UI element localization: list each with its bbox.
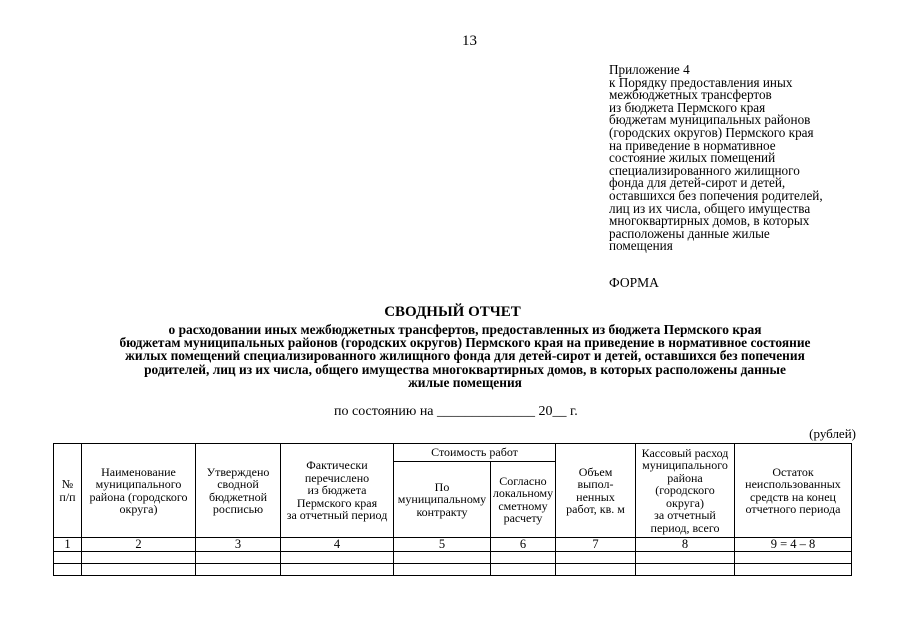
header-by-estimate: Согласно локальному сметному расчету [491, 462, 556, 538]
header-work-volume: Объем выпол- ненных работ, кв. м [556, 444, 636, 538]
appendix-line: бюджетам муниципальных районов [609, 112, 811, 128]
table-cell [54, 551, 82, 563]
header-by-contract: По муниципальному контракту [394, 462, 491, 538]
column-number: 3 [196, 538, 281, 552]
column-number: 5 [394, 538, 491, 552]
appendix-line: из бюджета Пермского края [609, 99, 766, 115]
table-cell [394, 551, 491, 563]
table-row [54, 563, 852, 575]
subtitle-line: родителей, лиц из их числа, общего имущества многоквартирных домов, в которых расположены данные [144, 361, 786, 377]
table-cell [636, 563, 735, 575]
table-cell [735, 551, 852, 563]
table-cell [82, 563, 196, 575]
appendix-block [609, 64, 869, 253]
table-cell [281, 563, 394, 575]
header-approved-budget: Утверждено сводной бюджетной росписью [196, 444, 281, 538]
table-cell [556, 563, 636, 575]
header-cost-of-works: Стоимость работ [394, 444, 556, 462]
column-number: 6 [491, 538, 556, 552]
header-municipality-name: Наименование муниципального района (городского округа) [82, 444, 196, 538]
column-number: 9 = 4 – 8 [735, 538, 852, 552]
header-actually-transferred: Фактически перечислено из бюджета Пермского края за отчетный период [281, 444, 394, 538]
appendix-line: многоквартирных домов, в которых [609, 213, 810, 229]
table-cell [196, 563, 281, 575]
report-title: СВОДНЫЙ ОТЧЕТ [384, 304, 521, 320]
table-cell [196, 551, 281, 563]
report-table [53, 443, 852, 576]
column-number: 4 [281, 538, 394, 552]
appendix-line: на приведение в нормативное [609, 137, 776, 153]
column-number-row [54, 538, 852, 552]
table-cell [82, 551, 196, 563]
column-number: 8 [636, 538, 735, 552]
table-cell [556, 551, 636, 563]
table-cell [491, 563, 556, 575]
header-number: № п/п [54, 444, 82, 538]
table-row [54, 551, 852, 563]
table-cell [735, 563, 852, 575]
column-number: 1 [54, 538, 82, 552]
appendix-line: состояние жилых помещений [609, 150, 776, 166]
column-number: 7 [556, 538, 636, 552]
table-cell [636, 551, 735, 563]
as-of-date-line: по состоянию на ______________ 20__ г. [334, 404, 578, 419]
subtitle-line: бюджетам муниципальных районов (городских округов) Пермского края на приведение в нормативное состояние [119, 335, 811, 351]
page-number: 13 [462, 33, 477, 49]
header-cash-expense: Кассовый расход муниципального района (городского округа) за отчетный период, всего [636, 444, 735, 538]
column-number: 2 [82, 538, 196, 552]
table-cell [54, 563, 82, 575]
subtitle-line: жилые помещения [408, 374, 522, 390]
appendix-line: специализированного жилищного [609, 162, 800, 178]
subtitle-line: о расходовании иных межбюджетных трансфертов, предоставленных из бюджета Пермского края [168, 322, 762, 337]
appendix-line: лиц из их числа, общего имущества [609, 200, 811, 216]
form-label: ФОРМА [609, 275, 659, 290]
table-cell [491, 551, 556, 563]
subtitle-line: жилых помещений специализированного жилищного фонда для детей-сирот и детей, оставшихся без попечения [125, 348, 805, 364]
appendix-line: расположены данные жилые [609, 225, 770, 241]
appendix-line: к Порядку предоставления иных [609, 74, 793, 90]
table-cell [281, 551, 394, 563]
currency-unit: (рублей) [809, 426, 856, 441]
appendix-line: оставшихся без попечения родителей, [609, 187, 823, 203]
appendix-line: (городских округов) Пермского края [609, 124, 814, 140]
header-unused-balance: Остаток неиспользованных средств на конец отчетного периода [735, 444, 852, 538]
appendix-line: межбюджетных трансфертов [609, 87, 772, 103]
appendix-line: фонда для детей-сирот и детей, [609, 175, 786, 191]
report-subtitle [70, 323, 860, 389]
appendix-line: помещения [609, 238, 673, 254]
appendix-line: Приложение 4 [609, 62, 690, 77]
table-cell [394, 563, 491, 575]
